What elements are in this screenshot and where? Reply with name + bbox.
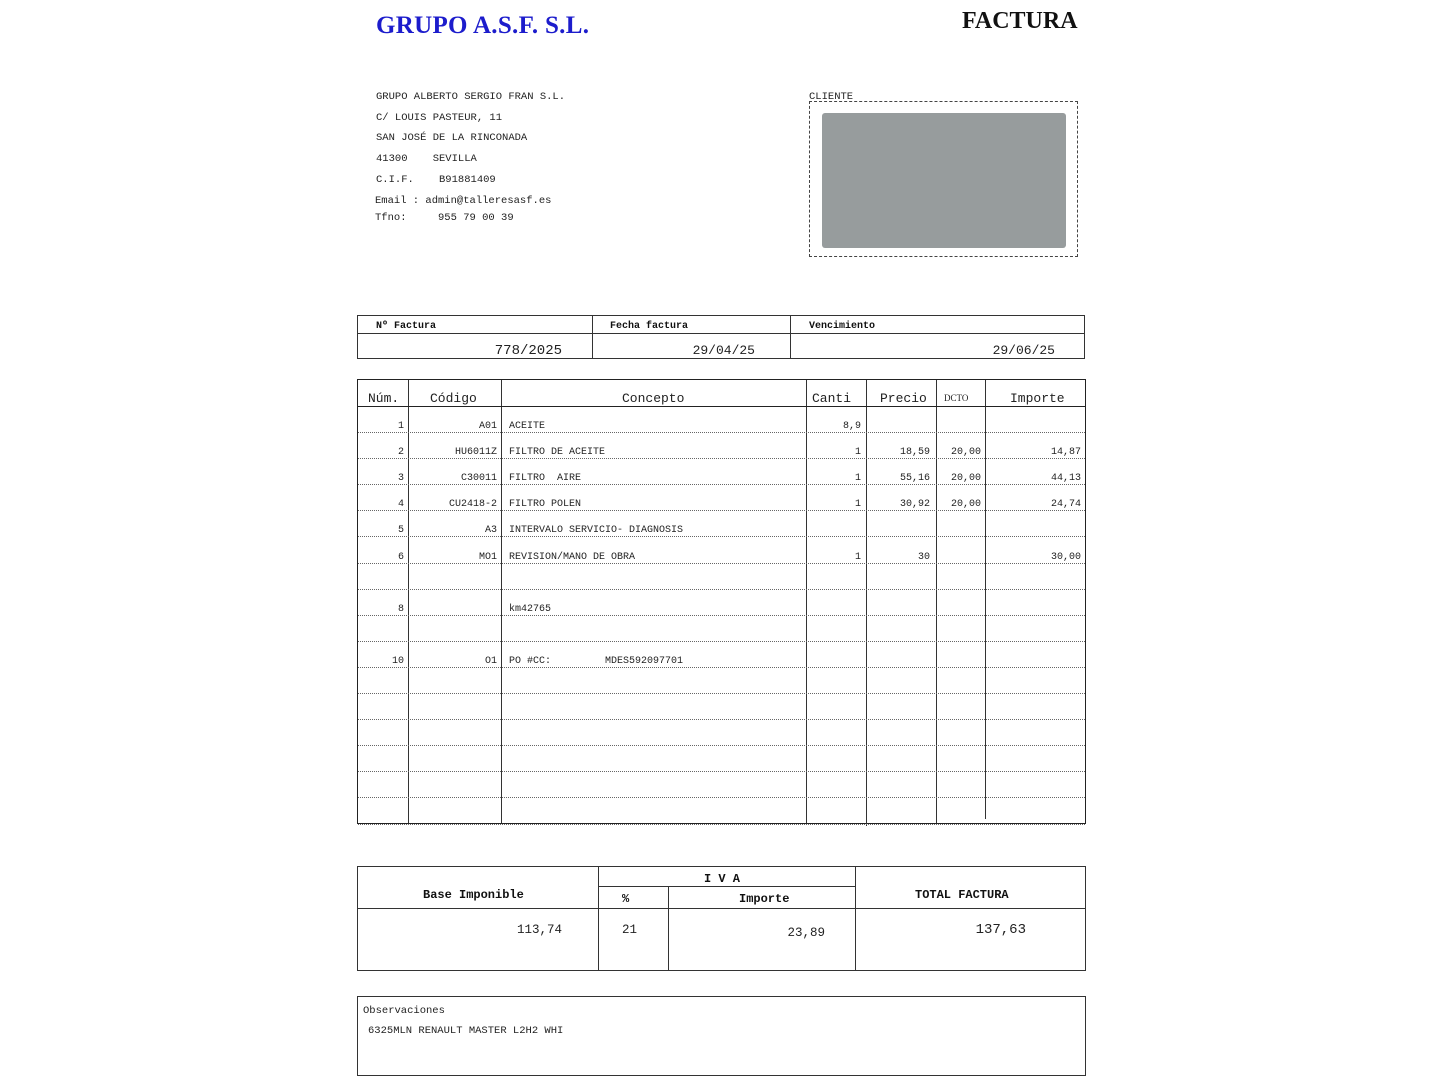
observations-box xyxy=(357,996,1086,1076)
observations-text: 6325MLN RENAULT MASTER L2H2 WHI xyxy=(368,1025,564,1037)
cell-concept: PO #CC: MDES592097701 xyxy=(509,655,684,667)
cell-num: 6 xyxy=(397,551,404,563)
invoice-date: 29/04/25 xyxy=(692,343,755,358)
total-label: TOTAL FACTURA xyxy=(915,888,1009,902)
cell-concept: km42765 xyxy=(509,603,552,615)
cell-code: A3 xyxy=(484,525,497,537)
cell-num: 4 xyxy=(397,499,404,511)
cell-dcto: 20,00 xyxy=(950,473,981,485)
iva-percent-value: 21 xyxy=(622,923,638,937)
iva-label: I V A xyxy=(704,872,741,886)
company-email: Email : admin@talleresasf.es xyxy=(375,195,552,207)
cell-code: HU6011Z xyxy=(454,447,497,459)
observations-label: Observaciones xyxy=(363,1005,445,1017)
cell-code: C30011 xyxy=(460,473,497,485)
cell-concept: FILTRO AIRE xyxy=(509,473,582,485)
cell-dcto: 20,00 xyxy=(950,499,981,511)
company-locality: SAN JOSÉ DE LA RINCONADA xyxy=(376,132,528,144)
cell-code: MO1 xyxy=(478,551,497,563)
cell-price: 30,92 xyxy=(899,499,930,511)
cell-num: 8 xyxy=(397,603,404,615)
column-header-concept: Concepto xyxy=(622,391,685,406)
company-phone: Tfno: 955 79 00 39 xyxy=(375,212,514,224)
invoice-number: 778/2025 xyxy=(494,343,562,359)
column-header-dcto: DCTO xyxy=(944,393,969,403)
cell-num: 3 xyxy=(397,473,404,485)
items-table xyxy=(357,379,1086,824)
iva-amount-value: 23,89 xyxy=(787,926,825,940)
cell-price: 18,59 xyxy=(899,447,930,459)
iva-amount-label: Importe xyxy=(739,892,790,906)
cell-amount: 14,87 xyxy=(1050,447,1081,459)
cell-concept: INTERVALO SERVICIO- DIAGNOSIS xyxy=(509,525,684,537)
column-header-code: Código xyxy=(430,391,477,406)
cell-price: 55,16 xyxy=(899,473,930,485)
invoice-number-label: Nº Factura xyxy=(376,321,437,332)
totals-box xyxy=(357,866,1086,971)
cell-concept: REVISION/MANO DE OBRA xyxy=(509,551,636,563)
cell-concept: FILTRO DE ACEITE xyxy=(509,447,606,459)
total-value: 137,63 xyxy=(975,922,1026,938)
cell-qty: 8,9 xyxy=(842,421,861,432)
cell-dcto: 20,00 xyxy=(950,447,981,459)
cell-num: 5 xyxy=(397,525,404,537)
due-date: 29/06/25 xyxy=(992,343,1055,358)
column-header-qty: Canti xyxy=(812,391,852,406)
cell-num: 10 xyxy=(391,655,404,667)
cell-qty: 1 xyxy=(854,499,861,511)
company-logo-text: GRUPO A.S.F. S.L. xyxy=(376,12,590,39)
cell-amount: 44,13 xyxy=(1050,473,1081,485)
client-label: CLIENTE xyxy=(809,91,854,103)
cell-num: 2 xyxy=(397,447,404,459)
cell-num: 1 xyxy=(397,421,404,432)
base-value: 113,74 xyxy=(516,923,562,937)
cell-code: CU2418-2 xyxy=(448,499,497,511)
cell-qty: 1 xyxy=(854,447,861,459)
iva-percent-label: % xyxy=(622,892,630,906)
cell-code: O1 xyxy=(484,655,497,667)
cell-price: 30 xyxy=(917,551,930,563)
document-title: FACTURA xyxy=(962,8,1078,34)
company-name: GRUPO ALBERTO SERGIO FRAN S.L. xyxy=(376,91,566,103)
base-label: Base Imponible xyxy=(423,888,524,902)
company-cif: C.I.F. B91881409 xyxy=(376,174,496,186)
cell-concept: ACEITE xyxy=(509,421,546,432)
cell-code: A01 xyxy=(478,421,497,432)
due-date-label: Vencimiento xyxy=(809,321,876,332)
cell-qty: 1 xyxy=(854,551,861,563)
cell-amount: 30,00 xyxy=(1050,551,1081,563)
cell-amount: 24,74 xyxy=(1050,499,1081,511)
client-redacted-area xyxy=(822,113,1066,248)
company-postal-city: 41300 SEVILLA xyxy=(376,153,477,165)
cell-qty: 1 xyxy=(854,473,861,485)
column-header-price: Precio xyxy=(880,391,927,406)
company-address: C/ LOUIS PASTEUR, 11 xyxy=(376,112,503,124)
cell-concept: FILTRO POLEN xyxy=(509,499,582,511)
column-header-num: Núm. xyxy=(368,391,400,406)
column-header-amount: Importe xyxy=(1010,391,1065,406)
invoice-header xyxy=(357,315,1085,359)
invoice-date-label: Fecha factura xyxy=(610,321,689,332)
